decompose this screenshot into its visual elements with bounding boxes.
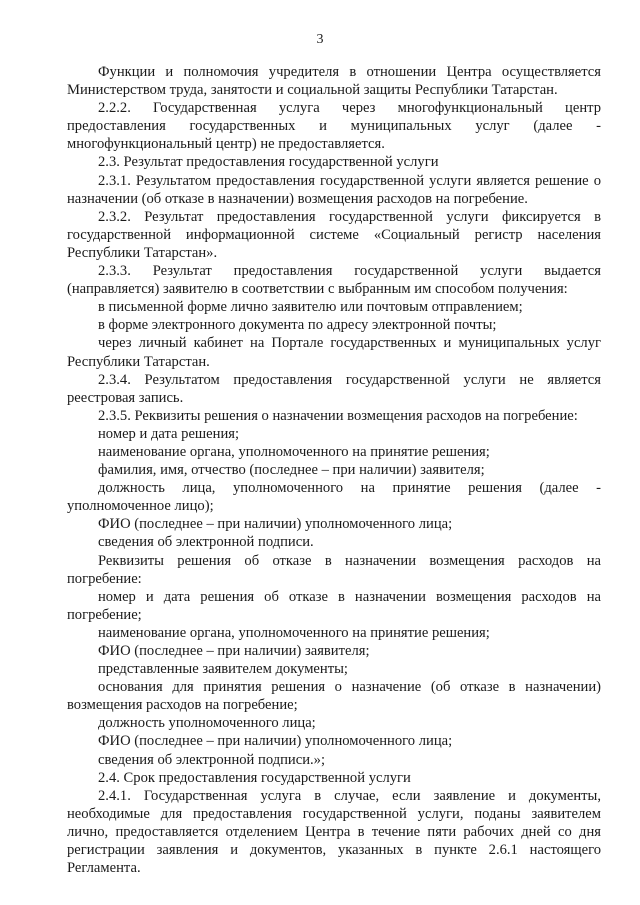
paragraph: 2.3.5. Реквизиты решения о назначении возмещения расходов на погребение: [98, 407, 578, 424]
list-item: ФИО (последнее – при наличии) уполномоченного лица; [98, 516, 453, 533]
list-item: в письменной форме лично заявителю или почтовым отправлением; [98, 299, 523, 316]
section-heading: 2.3. Результат предоставления государственной услуги [98, 154, 439, 171]
paragraph: Реквизиты решения об отказе в назначении возмещения расходов на погребение: [67, 552, 601, 587]
list-item: номер и дата решения; [98, 425, 240, 442]
paragraph: 2.3.3. Результат предоставления государственной услуги выдается (направляется) заявителю в соответствии с выбранным им способом получения: [67, 263, 601, 298]
list-item: через личный кабинет на Портале государственных и муниципальных услуг Республики Татарстан. [67, 335, 601, 370]
list-item: в форме электронного документа по адресу электронной почты; [98, 317, 497, 334]
list-item: сведения об электронной подписи. [98, 534, 314, 551]
section-heading: 2.4. Срок предоставления государственной услуги [98, 769, 411, 786]
page-number: 3 [316, 32, 324, 47]
paragraph: 2.2.2. Государственная услуга через многофункциональный центр предоставления государственных и муниципальных услуг (далее - многофункциональный центр) не предоставляется. [67, 100, 601, 153]
list-item: основания для принятия решения о назначение (об отказе в назначении) возмещения расходов на погребение; [67, 679, 601, 714]
list-item: наименование органа, уполномоченного на принятие решения; [98, 443, 490, 460]
list-item: сведения об электронной подписи.»; [98, 751, 326, 768]
list-item: должность уполномоченного лица; [98, 715, 316, 732]
list-item: ФИО (последнее – при наличии) уполномоченного лица; [98, 733, 453, 750]
document-body [67, 63, 601, 877]
list-item: ФИО (последнее – при наличии) заявителя; [98, 643, 370, 659]
paragraph: 2.3.4. Результатом предоставления государственной услуги не является реестровая запись. [67, 371, 601, 406]
paragraph: 2.3.1. Результатом предоставления государственной услуги является решение о назначении (об отказе в назначении) возмещения расходов на погребение. [67, 172, 601, 207]
list-item: номер и дата решения об отказе в назначении возмещения расходов на погребение; [67, 588, 601, 623]
paragraph: Функции и полномочия учредителя в отношении Центра осуществляется Министерством труда, занятости и социальной защиты Республики Татарстан. [67, 64, 601, 99]
paragraph: 2.4.1. Государственная услуга в случае, если заявление и документы, необходимые для предоставления государственной услуги, поданы заявителем лично, предоставляется отделением Центра в течение пяти рабочих дней со дня регистрации заявления и документов, указанных в пункте 2.6.1 настоящего Регламента. [67, 787, 601, 877]
list-item: представленные заявителем документы; [98, 661, 348, 678]
list-item: наименование органа, уполномоченного на принятие решения; [98, 624, 490, 641]
list-item: должность лица, уполномоченного на принятие решения (далее - уполномоченное лицо); [67, 480, 601, 515]
list-item: фамилия, имя, отчество (последнее – при наличии) заявителя; [98, 462, 485, 479]
paragraph: 2.3.2. Результат предоставления государственной услуги фиксируется в государственной информационной системе «Социальный регистр населения Республики Татарстан». [67, 208, 601, 261]
